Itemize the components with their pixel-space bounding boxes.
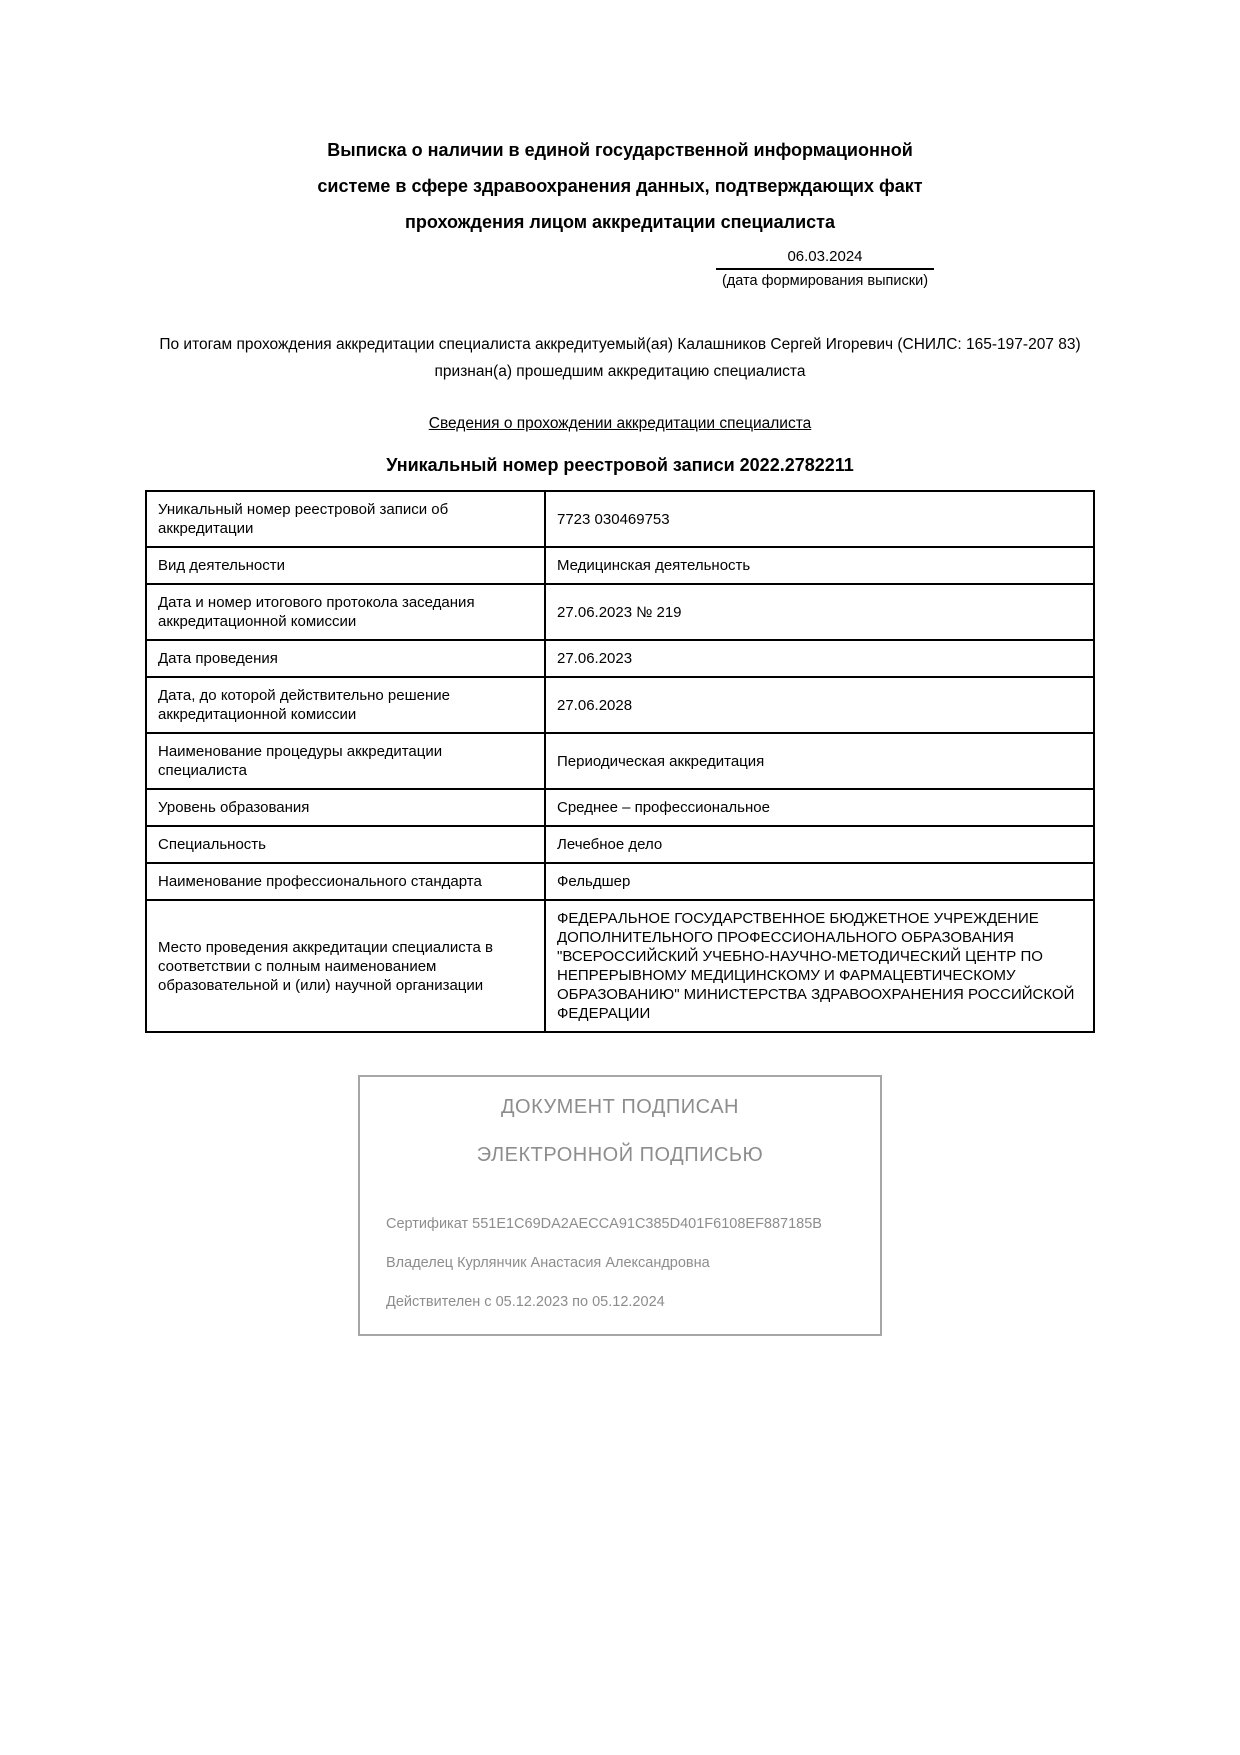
accreditation-table <box>145 490 1095 1033</box>
row-label: Место проведения аккредитации специалиста в соответствии с полным наименованием образовательной и (или) научной организации <box>146 900 545 1032</box>
row-label: Наименование процедуры аккредитации специалиста <box>146 733 545 789</box>
table-row <box>146 547 1094 584</box>
table-row <box>146 733 1094 789</box>
table-row <box>146 640 1094 677</box>
formation-date-caption: (дата формирования выписки) <box>721 273 929 289</box>
signature-certificate: Сертификат 551E1C69DA2AECCA91C385D401F6108EF887185B <box>386 1216 822 1232</box>
row-value: 27.06.2023 № 219 <box>545 584 1094 640</box>
table-row <box>146 584 1094 640</box>
intro-paragraph <box>0 331 1240 385</box>
row-label: Уникальный номер реестровой записи об аккредитации <box>146 491 545 547</box>
signature-status-line-2: ЭЛЕКТРОННОЙ ПОДПИСЬЮ <box>476 1144 764 1166</box>
electronic-signature-box <box>358 1075 882 1336</box>
table-row <box>146 900 1094 1032</box>
table-row <box>146 491 1094 547</box>
document-title <box>0 0 1240 240</box>
row-value: Фельдшер <box>545 863 1094 900</box>
row-label: Наименование профессионального стандарта <box>146 863 545 900</box>
title-line-3: прохождения лицом аккредитации специалиста <box>405 212 835 232</box>
row-label: Дата и номер итогового протокола заседания аккредитационной комиссии <box>146 584 545 640</box>
row-value: 27.06.2028 <box>545 677 1094 733</box>
table-row <box>146 826 1094 863</box>
row-label: Дата проведения <box>146 640 545 677</box>
record-number-heading: Уникальный номер реестровой записи 2022.2782211 <box>386 455 854 475</box>
row-value: 7723 030469753 <box>545 491 1094 547</box>
row-value: Лечебное дело <box>545 826 1094 863</box>
title-line-1: Выписка о наличии в единой государственной информационной <box>327 140 913 160</box>
row-label: Дата, до которой действительно решение аккредитационной комиссии <box>146 677 545 733</box>
table-row <box>146 677 1094 733</box>
table-row <box>146 863 1094 900</box>
row-value: 27.06.2023 <box>545 640 1094 677</box>
table-row <box>146 789 1094 826</box>
row-value: Среднее – профессиональное <box>545 789 1094 826</box>
signature-validity: Действителен с 05.12.2023 по 05.12.2024 <box>386 1294 665 1310</box>
title-line-2: системе в сфере здравоохранения данных, подтверждающих факт <box>317 176 923 196</box>
row-label: Специальность <box>146 826 545 863</box>
section-heading: Сведения о прохождении аккредитации специалиста <box>428 415 812 432</box>
row-value: Медицинская деятельность <box>545 547 1094 584</box>
signature-details <box>386 1215 854 1312</box>
signature-owner: Владелец Курлянчик Анастасия Александровна <box>386 1255 710 1271</box>
signature-status-line-1: ДОКУМЕНТ ПОДПИСАН <box>501 1096 739 1118</box>
formation-date-value: 06.03.2024 <box>716 248 934 270</box>
row-value: ФЕДЕРАЛЬНОЕ ГОСУДАРСТВЕННОЕ БЮДЖЕТНОЕ УЧРЕЖДЕНИЕ ДОПОЛНИТЕЛЬНОГО ПРОФЕССИОНАЛЬНОГО ОБРАЗОВАНИЯ "ВСЕРОССИЙСКИЙ УЧЕБНО-НАУЧНО-МЕТОДИЧЕСКИЙ ЦЕНТР ПО НЕПРЕРЫВНОМУ МЕДИЦИНСКОМУ И ФАРМАЦЕВТИЧЕСКОМУ ОБРАЗОВАНИЮ" МИНИСТЕРСТВА ЗДРАВООХРАНЕНИЯ РОССИЙСКОЙ ФЕДЕРАЦИИ <box>545 900 1094 1032</box>
formation-date-block <box>716 248 934 289</box>
row-label: Уровень образования <box>146 789 545 826</box>
row-value: Периодическая аккредитация <box>545 733 1094 789</box>
row-label: Вид деятельности <box>146 547 545 584</box>
intro-line-1: По итогам прохождения аккредитации специалиста аккредитуемый(ая) Калашников Сергей Игоревич (СНИЛС: 165-197-207 83) <box>159 336 1081 353</box>
intro-line-2: признан(а) прошедшим аккредитацию специалиста <box>434 363 806 380</box>
